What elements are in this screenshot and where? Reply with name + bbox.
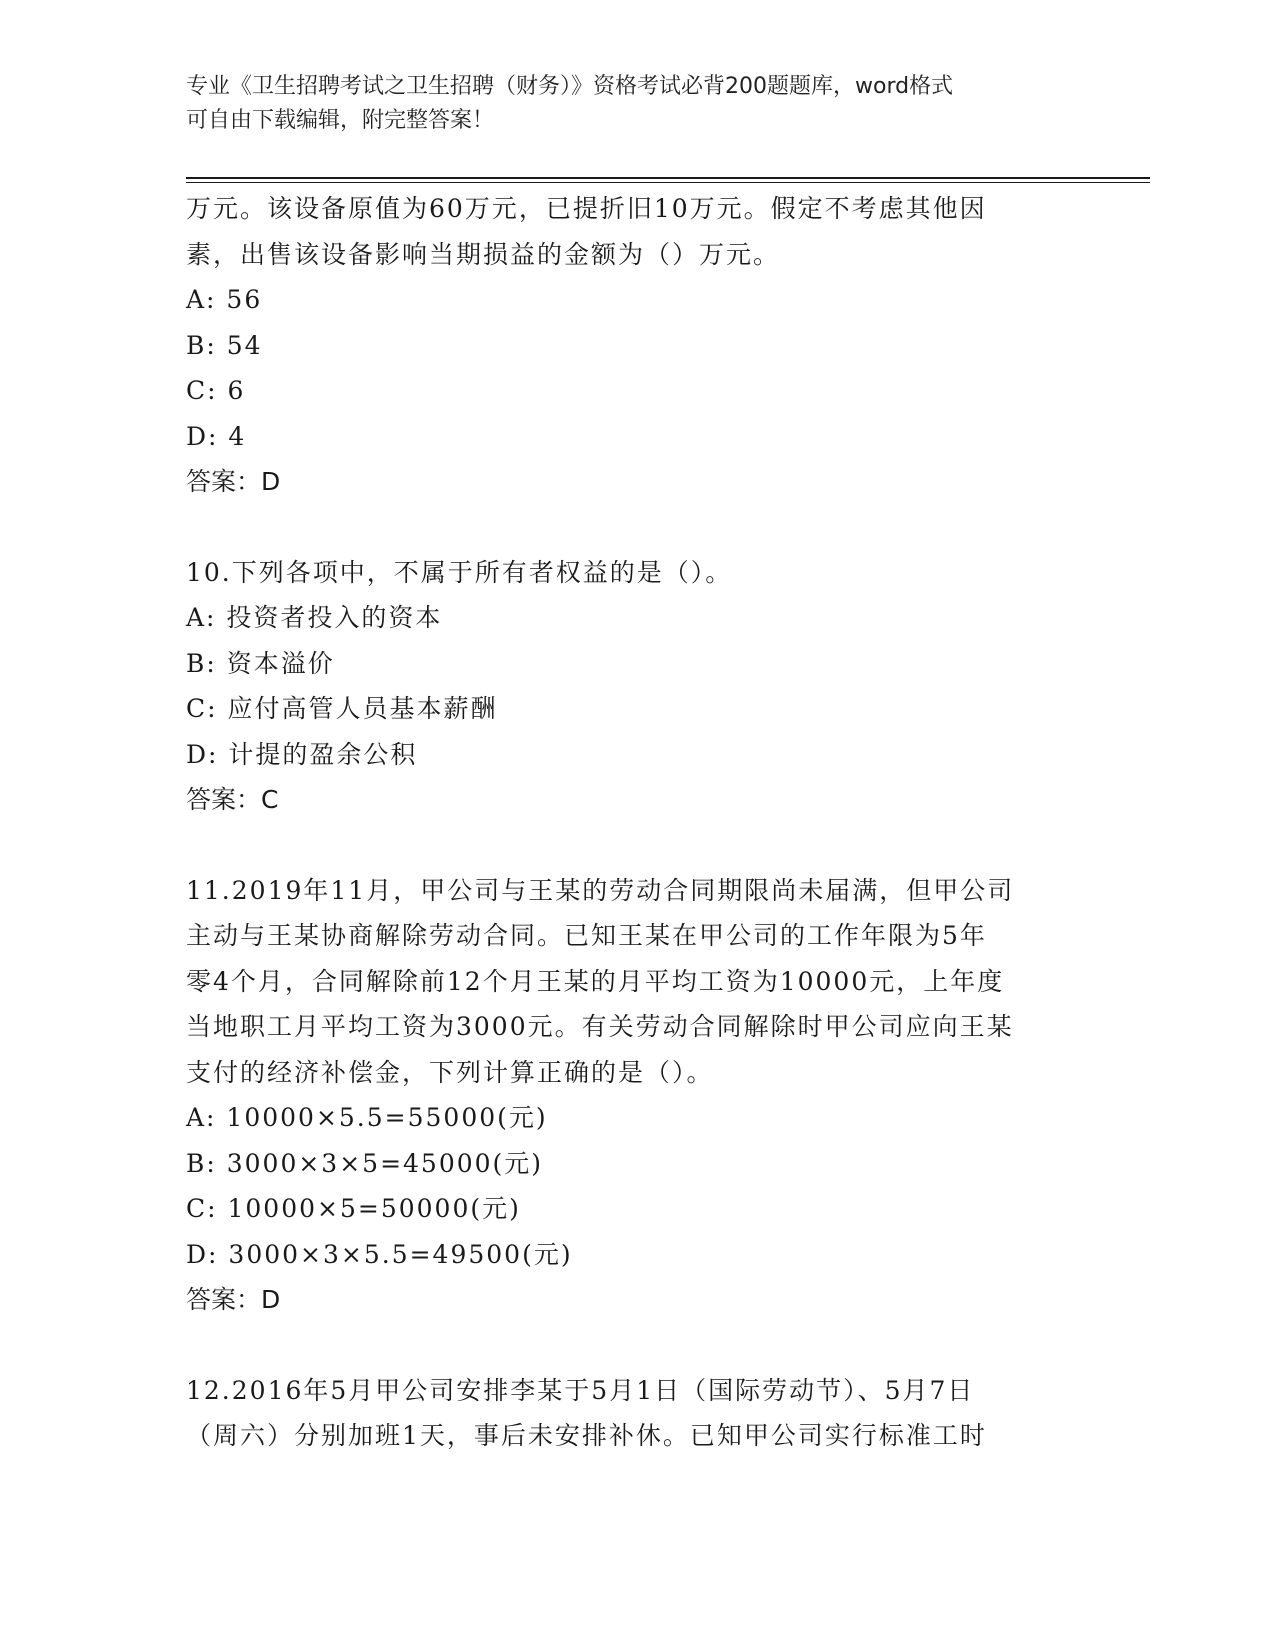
- question-text-line: 11.2019年11月，甲公司与王某的劳动合同期限尚未届满，但甲公司: [186, 875, 1015, 905]
- option-b: B: 3000×3×5=45000(元): [186, 1148, 544, 1178]
- question-text-line: 12.2016年5月甲公司安排李某于5月1日（国际劳动节）、5月7日: [186, 1375, 975, 1405]
- option-d: D: 3000×3×5.5=49500(元): [186, 1239, 573, 1269]
- option-a: A: 10000×5.5=55000(元): [186, 1103, 548, 1132]
- answer-line: 答案：D: [186, 467, 281, 496]
- question-text-line: 10.下列各项中，不属于所有者权益的是（）。: [186, 557, 733, 587]
- option-a: A: 56: [186, 285, 263, 314]
- answer-line: 答案：C: [186, 785, 279, 814]
- option-c: C: 6: [186, 376, 246, 405]
- document-header: [186, 70, 1066, 138]
- question-text-line: 当地职工月平均工资为3000元。有关劳动合同解除时甲公司应向王某: [186, 1012, 1014, 1041]
- question-12: [186, 1368, 1086, 1459]
- question-text-line: （周六）分别加班1天，事后未安排补休。已知甲公司实行标准工时: [186, 1421, 987, 1450]
- option-c: C: 10000×5=50000(元): [186, 1194, 521, 1223]
- option-b: B: 资本溢价: [186, 648, 335, 678]
- header-divider: [186, 177, 1150, 183]
- option-d: D: 4: [186, 421, 247, 451]
- question-text-line: 主动与王某协商解除劳动合同。已知王某在甲公司的工作年限为5年: [186, 921, 987, 950]
- question-text-line: 零4个月，合同解除前12个月王某的月平均工资为10000元，上年度: [186, 966, 1005, 996]
- header-title-line-1: 专业《卫生招聘考试之卫生招聘（财务）》资格考试必背200题题库，word格式: [186, 74, 954, 99]
- answer-line: 答案：D: [186, 1285, 281, 1314]
- question-text-line: 素，出售该设备影响当期损益的金额为（）万元。: [186, 239, 781, 269]
- question-10: [186, 550, 1086, 823]
- question-text-line: 万元。该设备原值为60万元，已提折旧10万元。假定不考虑其他因: [186, 194, 987, 223]
- question-9: [186, 186, 1086, 505]
- question-11: [186, 868, 1086, 1323]
- question-content: [186, 186, 1086, 1459]
- header-title-line-2: 可自由下载编辑，附完整答案！: [186, 108, 495, 133]
- question-text-line: 支付的经济补偿金，下列计算正确的是（）。: [186, 1057, 714, 1087]
- option-d: D: 计提的盈余公积: [186, 739, 418, 769]
- option-b: B: 54: [186, 330, 263, 360]
- option-a: A: 投资者投入的资本: [186, 603, 443, 632]
- option-c: C: 应付高管人员基本薪酬: [186, 694, 498, 723]
